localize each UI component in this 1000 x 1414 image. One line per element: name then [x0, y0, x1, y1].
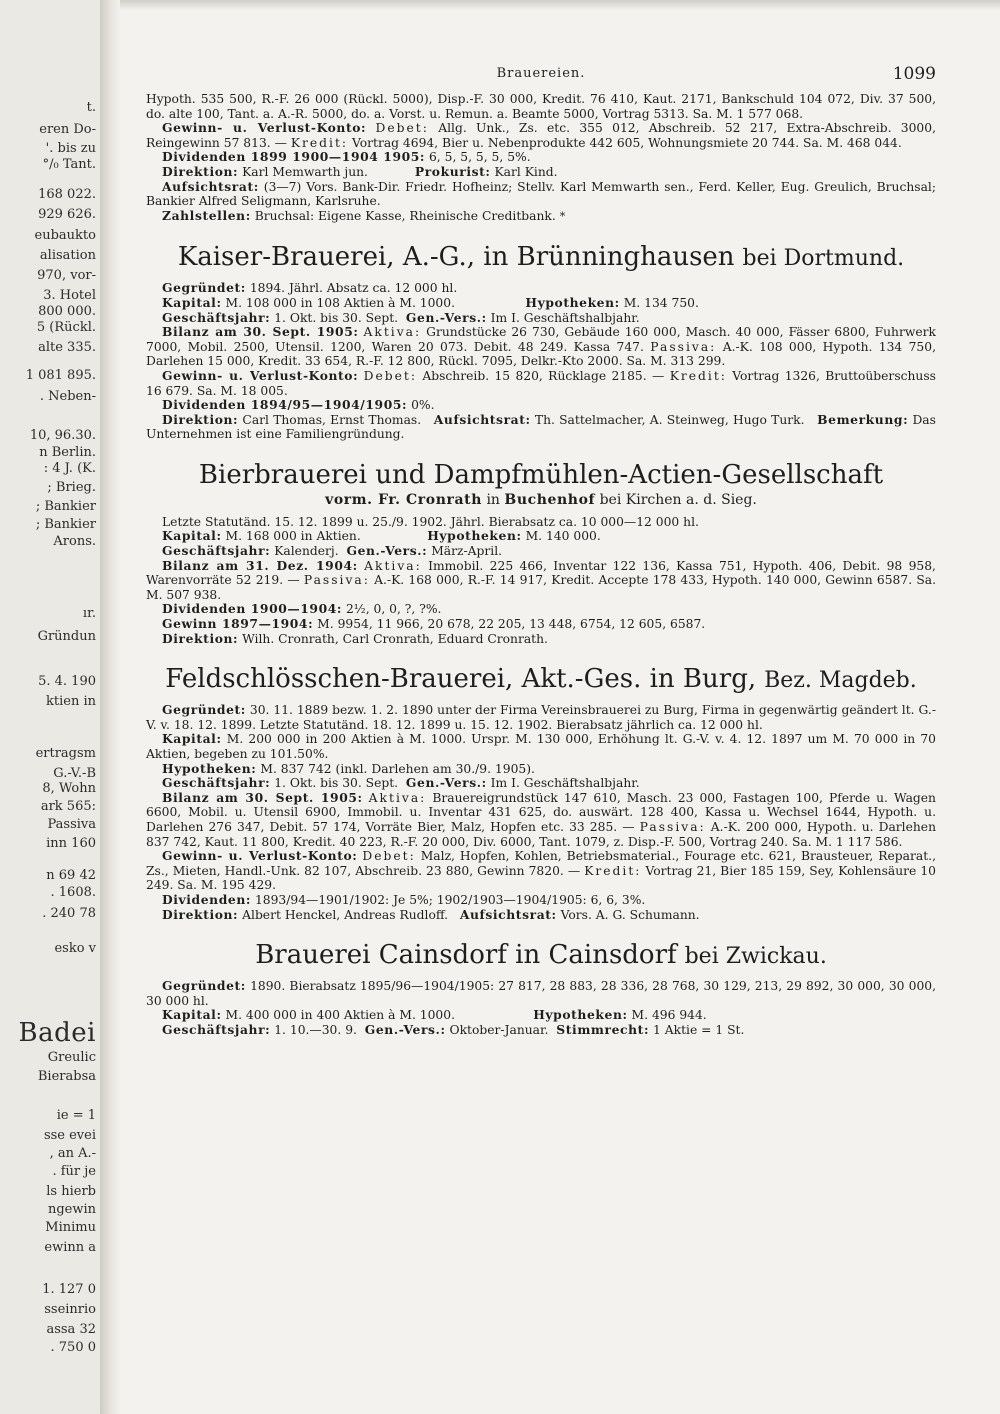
founded-label: Gegründet:	[162, 702, 246, 718]
supervisory-text: Th. Sattelmacher, A. Steinweg, Hugo Turk.	[534, 412, 805, 427]
statute-paragraph	[146, 515, 936, 530]
entry-cainsdorf	[146, 940, 936, 1037]
margin-fragment: sse evei	[43, 1128, 96, 1143]
assets-text: Immobil. 225 466, Inventar 122 136, Kassa 751, Hypoth. 406, Debit. 98 958, Warenvorräte 52 219. —	[146, 558, 936, 588]
assets-label: Aktiva:	[363, 325, 422, 340]
kredit-label: Kredit:	[669, 368, 727, 383]
fiscal-year-label: Geschäftsjahr:	[162, 543, 271, 559]
direction-text: Karl Memwarth jun.	[242, 164, 368, 179]
liabilities-label: Passiva:	[650, 339, 717, 354]
direction-label: Direktion:	[162, 411, 239, 427]
assets-label: Aktiva:	[368, 790, 427, 805]
margin-fragment: esko v	[54, 941, 96, 956]
fiscal-year-text: 1. 10.—30. 9.	[274, 1022, 357, 1037]
mortgage-label: Hypotheken:	[533, 1007, 628, 1023]
margin-fragment: sseinrio	[44, 1302, 96, 1317]
general-meeting-text: Im I. Geschäftshalbjahr.	[490, 310, 640, 325]
direction-text: Albert Henckel, Andreas Rudloff.	[242, 907, 449, 922]
direction-paragraph	[146, 908, 936, 923]
capital-paragraph	[146, 296, 936, 311]
margin-fragment: ; Brieg.	[47, 480, 96, 495]
direction-label: Direktion:	[162, 630, 239, 646]
balance-paragraph	[146, 559, 936, 603]
general-meeting-text: März-April.	[431, 544, 503, 559]
entry-location: bei Kirchen a. d. Sieg.	[599, 491, 757, 508]
margin-fragment: 10, 96.30.	[29, 428, 96, 443]
entry-kaiser-brauerei	[146, 242, 936, 442]
margin-fragment: t.	[86, 100, 96, 115]
margin-fragment: inn 160	[46, 836, 96, 851]
mortgage-text: M. 837 742 (inkl. Darlehen am 30./9. 1905).	[260, 761, 535, 776]
general-meeting-label: Gen.-Vers.:	[364, 1021, 446, 1037]
margin-fragment: 168 022.	[38, 187, 96, 202]
margin-fragment: assa 32	[46, 1322, 96, 1337]
margin-fragment: ngewin	[47, 1202, 96, 1217]
liabilities-text: A.-K. 168 000, R.-F. 14 917, Kredit. Accepte 178 433, Hypoth. 140 000, Gewinn 6587. Sa. M. 507 938.	[146, 573, 936, 602]
supervisory-label: Aufsichtsrat:	[162, 178, 259, 194]
debet-label: Debet:	[375, 121, 429, 136]
capital-paragraph	[146, 1008, 936, 1023]
margin-fragment: 3. Hotel	[43, 288, 96, 303]
entry-heading	[146, 664, 936, 696]
margin-fragment: ie = 1	[56, 1108, 96, 1123]
fiscal-year-text: Kalenderj.	[274, 544, 339, 559]
debet-text: Abschreib. 15 820, Rücklage 2185. —	[422, 368, 665, 383]
fiscal-year-text: 1. Okt. bis 30. Sept.	[274, 776, 399, 791]
margin-fragment: ls hierb	[46, 1184, 96, 1199]
margin-fragment: . Neben-	[39, 389, 96, 404]
guv-paragraph	[146, 849, 936, 893]
mortgage-text: M. 140 000.	[525, 529, 601, 544]
liabilities-label: Passiva:	[639, 819, 706, 834]
capital-label: Kapital:	[162, 294, 222, 310]
entry-title: Bierbrauerei und Dampfmühlen-Actien-Gesellschaft	[198, 459, 884, 490]
mortgage-label: Hypotheken:	[525, 294, 620, 310]
top-shadow	[120, 0, 1000, 10]
dividends-label: Dividenden:	[162, 891, 252, 907]
guv-label: Gewinn- u. Verlust-Konto:	[162, 848, 358, 864]
margin-fragment: n 69 42	[46, 868, 96, 883]
capital-paragraph	[146, 732, 936, 761]
dividends-label: Dividenden 1900—1904:	[162, 601, 343, 617]
general-meeting-label: Gen.-Vers.:	[405, 775, 487, 791]
general-meeting-text: Oktober-Januar.	[449, 1022, 549, 1037]
fiscal-year-label: Geschäftsjahr:	[162, 1021, 271, 1037]
guv-label: Gewinn- u. Verlust-Konto:	[162, 120, 367, 136]
running-head	[146, 62, 936, 92]
profit-paragraph	[146, 617, 936, 632]
kredit-text: Vortrag 4694, Bier u. Nebenprodukte 442 605, Wohnungsmiete 20 744. Sa. M. 468 044.	[351, 135, 902, 150]
margin-fragment: Greulic	[47, 1050, 96, 1065]
page-number: 1099	[892, 64, 936, 84]
fiscal-year-paragraph	[146, 1023, 936, 1038]
founded-paragraph	[146, 703, 936, 732]
supervisory-label: Aufsichtsrat:	[433, 411, 531, 427]
remark-text: Das Unternehmen ist eine Familiengründung.	[146, 412, 936, 442]
capital-label: Kapital:	[162, 731, 222, 747]
former-name: vorm. Fr. Cronrath	[325, 491, 482, 508]
dividends-paragraph	[146, 150, 936, 165]
margin-fragment: 929 626.	[38, 207, 96, 222]
founded-text: 1894. Jährl. Absatz ca. 12 000 hl.	[249, 281, 458, 296]
voting-right-text: 1 Aktie = 1 St.	[653, 1022, 745, 1037]
direction-label: Direktion:	[162, 163, 239, 179]
dividends-text: 2½, 0, 0, ?, ?%.	[345, 602, 442, 617]
margin-fragment: ertragsm	[35, 746, 96, 761]
founded-text: 30. 11. 1889 bezw. 1. 2. 1890 unter der Firma Vereinsbrauerei zu Burg, Firma in gegenwärtig geändert lt. G.-V. v. 18. 12. 1899. Letzte Statutänd. 18. 12. 1899 u. 15. 12. 1902. Bierabsatz jährlich ca. 12 000 hl.	[146, 703, 936, 732]
margin-fragment: ewinn a	[44, 1240, 96, 1255]
general-meeting-label: Gen.-Vers.:	[405, 309, 487, 325]
margin-fragment: ır.	[82, 606, 96, 621]
remark-label: Bemerkung:	[817, 411, 909, 427]
margin-fragment: . 750 0	[50, 1340, 96, 1355]
assets-label: Aktiva:	[364, 558, 422, 573]
liabilities-text: A.-K. 108 000, Hypoth. 134 750, Darlehen 15 000, Kredit. 33 654, R.-F. 12 800, Rückl. 7095, Delkr.-Kto 2000. Sa. M. 313 299.	[146, 339, 936, 369]
margin-fragment: 970, vor-	[37, 268, 96, 283]
mortgage-text: M. 496 944.	[631, 1008, 707, 1023]
margin-fragment: 800 000.	[38, 304, 96, 319]
margin-fragment: '. bis zu	[45, 141, 96, 156]
book-gutter	[100, 0, 120, 1414]
margin-fragment: ; Bankier	[35, 499, 96, 514]
dividends-paragraph	[146, 398, 936, 413]
margin-fragment: n Berlin.	[39, 445, 96, 460]
founded-text: 1890. Bierabsatz 1895/96—1904/1905: 27 817, 28 883, 28 336, 28 768, 30 129, 213, 29 892, 30 000, 30 000, 30 000 hl.	[146, 979, 936, 1008]
mortgage-text: M. 134 750.	[623, 295, 699, 310]
margin-fragment: Minimu	[45, 1220, 96, 1235]
capital-text: M. 200 000 in 200 Aktien à M. 1000. Urspr. M. 130 000, Erhöhung lt. G.-V. v. 4. 12. 1897 um M. 70 000 in 70 Aktien, begeben zu 101.50%.	[146, 732, 936, 761]
fiscal-year-text: 1. Okt. bis 30. Sept.	[274, 310, 399, 325]
dividends-label: Dividenden 1899 1900—1904 1905:	[162, 149, 426, 165]
founded-paragraph	[146, 979, 936, 1008]
running-title: Brauereien.	[496, 66, 586, 81]
profit-text: M. 9954, 11 966, 20 678, 22 205, 13 448, 6754, 12 605, 6587.	[317, 617, 706, 632]
supervisory-text: Vors. A. G. Schumann.	[560, 907, 700, 922]
kredit-text: Vortrag 21, Bier 185 159, Sey, Kohlensäure 10 249. Sa. M. 195 429.	[146, 863, 936, 893]
entry-heading	[146, 940, 936, 972]
entry-feldschloesschen	[146, 664, 936, 922]
fiscal-year-paragraph	[146, 544, 936, 559]
balance-label: Bilanz am 30. Sept. 1905:	[162, 324, 359, 340]
direction-paragraph	[146, 413, 936, 442]
hypoth-line	[146, 92, 936, 121]
end-mark: *	[559, 209, 566, 223]
entry-title: Feldschlösschen-Brauerei, Akt.-Ges. in Burg,	[165, 664, 757, 695]
entry-heading	[146, 460, 936, 490]
debet-text: Malz, Hopfen, Kohlen, Betriebsmaterial., Fourage etc. 621, Brausteuer, Reparat., Zs., Mieten, Handl.-Unk. 82 107, Abschreib. 23 880, Gewinn 7820. —	[146, 849, 936, 878]
assets-text: Grundstücke 26 730, Gebäude 160 000, Masch. 40 000, Fässer 6800, Fuhrwerk 7000, Mobil. 2500, Utensil. 1200, Waren 20 073. Debit. 48 249. Kassa 747.	[146, 325, 936, 354]
general-meeting-text: Im I. Geschäftshalbjahr.	[490, 776, 640, 791]
kredit-label: Kredit:	[584, 863, 642, 878]
debet-label: Debet:	[363, 368, 417, 383]
guv-paragraph	[146, 121, 936, 150]
balance-label: Bilanz am 30. Sept. 1905:	[162, 789, 363, 805]
prokurist-text: Karl Kind.	[494, 164, 558, 179]
capital-text: M. 400 000 in 400 Aktien à M. 1000.	[225, 1008, 455, 1023]
dividends-paragraph	[146, 602, 936, 617]
voting-right-label: Stimmrecht:	[556, 1021, 650, 1037]
margin-fragment: alisation	[39, 248, 96, 263]
margin-fragment: °/₀ Tant.	[42, 157, 96, 172]
capital-text: M. 168 000 in Aktien.	[225, 529, 361, 544]
mortgage-label: Hypotheken:	[427, 528, 522, 544]
supervisory-label: Aufsichtsrat:	[459, 906, 557, 922]
entry-title: Brauerei Cainsdorf in Cainsdorf	[255, 940, 677, 971]
fiscal-year-paragraph	[146, 776, 936, 791]
margin-fragment: ; Bankier	[35, 517, 96, 532]
guv-paragraph	[146, 369, 936, 398]
entry-cronrath	[146, 460, 936, 646]
capital-label: Kapital:	[162, 1007, 222, 1023]
fiscal-year-label: Geschäftsjahr:	[162, 775, 271, 791]
entry-subheading	[146, 491, 936, 509]
fiscal-year-paragraph	[146, 311, 936, 326]
liabilities-label: Passiva:	[303, 573, 370, 588]
entry-title: Kaiser-Brauerei, A.-G., in Brünninghausen	[177, 242, 735, 273]
supervisory-paragraph	[146, 180, 936, 209]
capital-label: Kapital:	[162, 528, 222, 544]
entry-location: bei Dortmund.	[742, 246, 905, 272]
guv-label: Gewinn- u. Verlust-Konto:	[162, 367, 359, 383]
entry-location: bei Zwickau.	[684, 944, 827, 970]
margin-fragment: G.-V.-B	[53, 766, 96, 781]
dividends-text: 6, 5, 5, 5, 5, 5%.	[428, 150, 531, 165]
margin-fragment: . für je	[52, 1164, 96, 1179]
margin-fragment: 1 081 895.	[25, 368, 96, 383]
balance-paragraph	[146, 791, 936, 849]
entry-heading	[146, 242, 936, 274]
assets-text: Brauereigrundstück 147 610, Masch. 23 000, Fastagen 100, Pferde u. Wagen 6600, Mobil. u. Utensil 6900, Immobil. u. Inventar 431 625, do. auswärt. 128 400, Kassa u. Wechsel 1644, Hypoth. u. Darlehen 276 347, Debit. 57 174, Vorräte Bier, Malz, Hopfen etc. 33 285. —	[146, 790, 936, 834]
previous-page-margin	[0, 0, 100, 1414]
margin-fragment: eren Do-	[39, 122, 96, 137]
kredit-text: Vortrag 1326, Bruttoüberschuss 16 679. Sa. M. 18 005.	[146, 368, 936, 398]
margin-fragment: 8, Wohn	[42, 781, 96, 796]
profit-label: Gewinn 1897—1904:	[162, 616, 314, 632]
direction-label: Direktion:	[162, 906, 239, 922]
margin-fragment: Gründun	[37, 629, 96, 644]
dividends-text: 1893/94—1901/1902: Je 5%; 1902/1903—1904/1905: 6, 6, 3%.	[254, 892, 646, 907]
margin-fragment: 5. 4. 190	[38, 674, 96, 689]
margin-fragment: Passiva	[47, 817, 96, 832]
debet-text: Allg. Unk., Zs. etc. 355 012, Abschreib. 52 217, Extra-Abschreib. 3000, Reingewinn 57 813. —	[146, 121, 936, 150]
paying-agents-text: Bruchsal: Eigene Kasse, Rheinische Creditbank.	[254, 208, 556, 223]
balance-label: Bilanz am 31. Dez. 1904:	[162, 557, 358, 573]
subheading-in: in	[486, 491, 500, 508]
entry-location: Bez. Magdeb.	[764, 668, 917, 694]
margin-fragment: 5 (Rückl.	[36, 320, 96, 335]
entry-continuation	[146, 92, 936, 224]
direction-text: Carl Thomas, Ernst Thomas.	[242, 412, 422, 427]
margin-fragment: Bierabsa	[37, 1069, 96, 1084]
founded-label: Gegründet:	[162, 280, 246, 296]
paying-agents-label: Zahlstellen:	[162, 207, 251, 223]
margin-fragment: ktien in	[46, 694, 96, 709]
margin-fragment: ark 565:	[40, 799, 96, 814]
general-meeting-label: Gen.-Vers.:	[346, 543, 428, 559]
margin-fragment: Badei	[18, 1018, 96, 1048]
debet-label: Debet:	[362, 849, 416, 864]
founded-label: Gegründet:	[162, 978, 246, 994]
capital-text: M. 108 000 in 108 Aktien à M. 1000.	[225, 295, 455, 310]
balance-paragraph	[146, 325, 936, 369]
margin-fragment: alte 335.	[38, 340, 96, 355]
supervisory-text: (3—7) Vors. Bank-Dir. Friedr. Hofheinz; Stellv. Karl Memwarth sen., Ferd. Keller, Eug. Greulich, Bruchsal; Bankier Alfred Seligmann, Karlsruhe.	[146, 179, 936, 209]
founded-paragraph	[146, 281, 936, 296]
direction-paragraph	[146, 632, 936, 647]
prokurist-label: Prokurist:	[414, 163, 491, 179]
dividends-text: 0%.	[411, 398, 435, 413]
dividends-paragraph	[146, 893, 936, 908]
statute-text: Letzte Statutänd. 15. 12. 1899 u. 25./9. 1902. Jährl. Bierabsatz ca. 10 000—12 000 hl.	[162, 514, 699, 529]
margin-fragment: Arons.	[53, 534, 96, 549]
paying-agents-paragraph	[146, 209, 936, 225]
margin-fragment: 1. 127 0	[42, 1282, 96, 1297]
margin-fragment: . 1608.	[50, 885, 96, 900]
margin-fragment: eubaukto	[34, 228, 96, 243]
margin-fragment: , an A.-	[49, 1146, 96, 1161]
mortgage-label: Hypotheken:	[162, 760, 257, 776]
capital-paragraph	[146, 529, 936, 544]
direction-text: Wilh. Cronrath, Carl Cronrath, Eduard Cronrath.	[242, 631, 548, 646]
hypoth-text: Hypoth. 535 500, R.-F. 26 000 (Rückl. 5000), Disp.-F. 30 000, Kredit. 76 410, Kaut. 2171, Bankschuld 104 072, Div. 37 500, do. alte 100, Tant. a. A.-R. 5000, do. a. Vorst. u. Remun. a. Beamte 5000, Vortrag 5313. Sa. M. 1 577 068.	[146, 92, 936, 121]
liabilities-text: A.-K. 200 000, Hypoth. u. Darlehen 837 742, Kaut. 11 800, Kredit. 40 223, R.-F. 20 000, Div. 6000, Tant. 1079, z. Disp.-F. 500, Vortrag 240. Sa. M. 1 117 586.	[146, 819, 937, 849]
fiscal-year-label: Geschäftsjahr:	[162, 309, 271, 325]
kredit-label: Kredit:	[290, 135, 349, 150]
entry-place: Buchenhof	[504, 491, 596, 508]
mortgage-paragraph	[146, 762, 936, 777]
margin-fragment: . 240 78	[42, 906, 96, 921]
direction-paragraph	[146, 165, 936, 180]
margin-fragment: : 4 J. (K.	[43, 461, 96, 476]
dividends-label: Dividenden 1894/95—1904/1905:	[162, 397, 408, 413]
main-column	[146, 62, 936, 1038]
